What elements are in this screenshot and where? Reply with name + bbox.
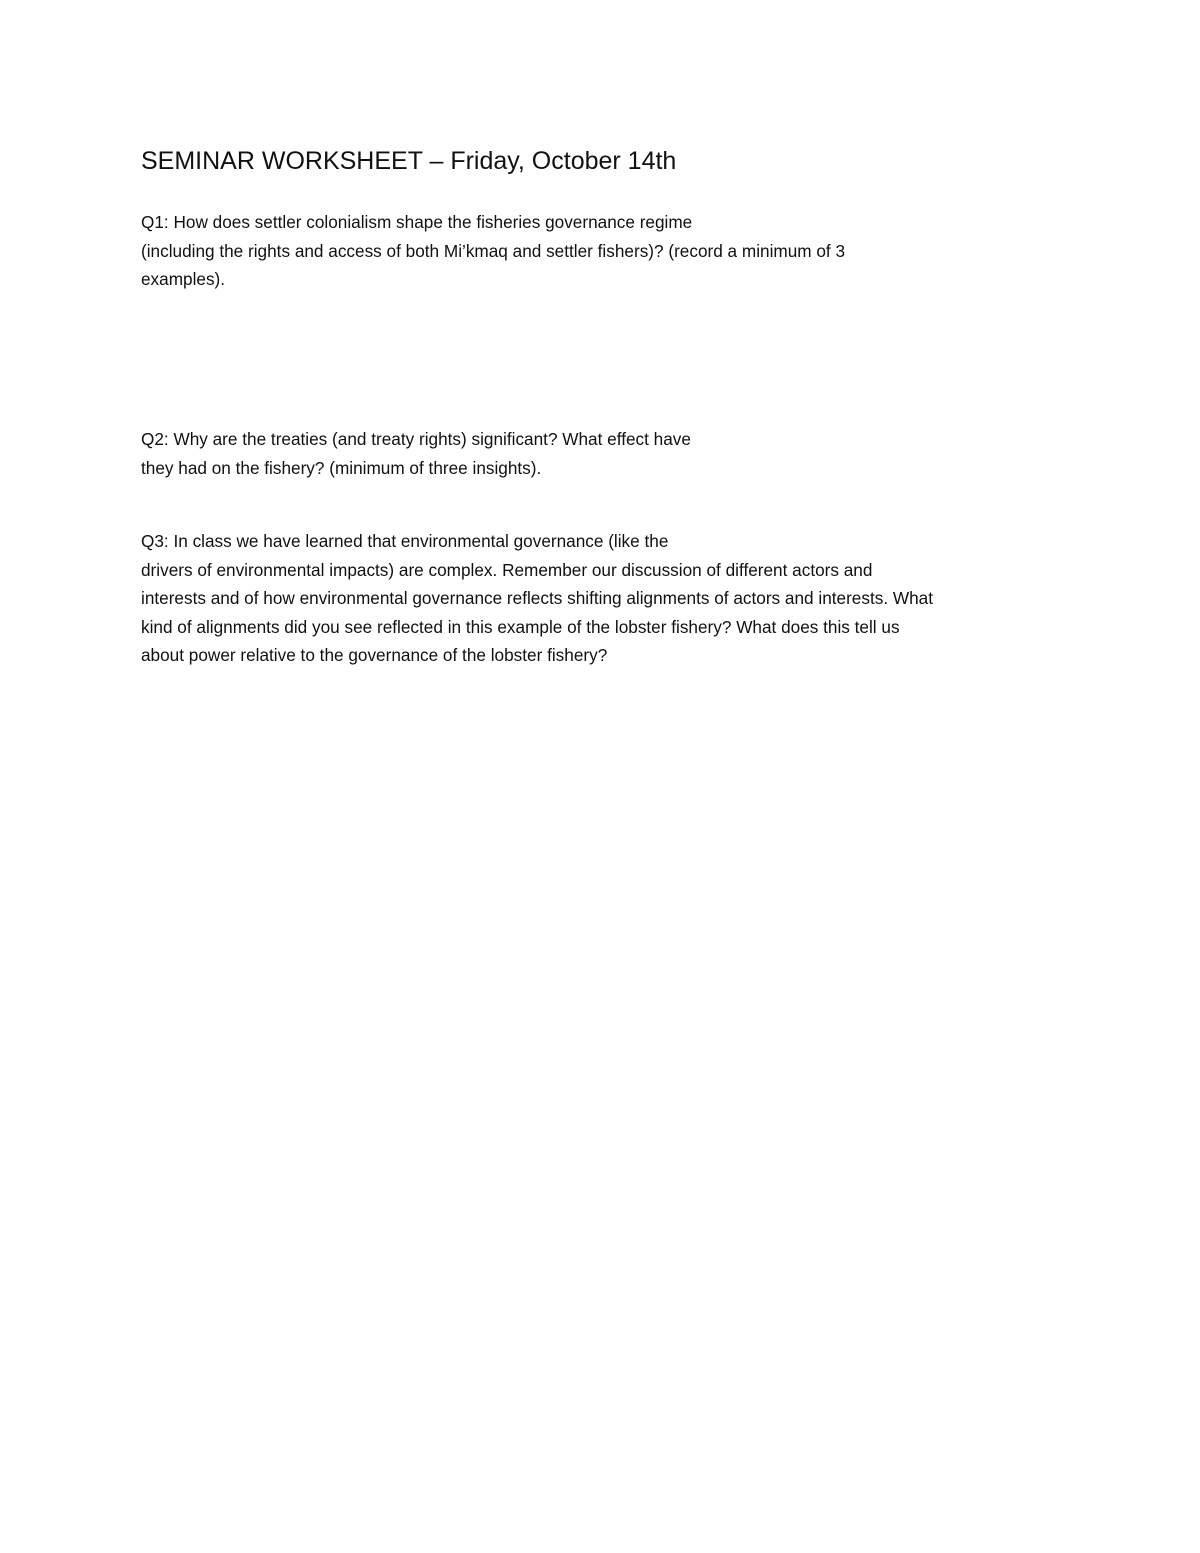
question-1-line-2: (including the rights and access of both Mi’kmaq and settler fishers)? (record a minimum of 3 — [141, 240, 846, 261]
question-2-label: Q2: — [141, 429, 169, 449]
question-1-line-1 — [141, 208, 1071, 237]
question-1 — [141, 208, 1071, 294]
question-2-line-1 — [141, 425, 1071, 454]
question-3-line-2: drivers of environmental impacts) are complex. Remember our discussion of different actors and — [141, 559, 873, 580]
question-3-line-5: about power relative to the governance of the lobster fishery? — [141, 645, 608, 665]
question-1-label: Q1: — [141, 212, 169, 232]
question-2-line-2: they had on the fishery? (minimum of three insights). — [141, 457, 542, 478]
question-2 — [141, 425, 1071, 482]
question-3-line-1 — [141, 527, 1071, 556]
question-3-line-4: kind of alignments did you see reflected in this example of the lobster fishery? What does this tell us — [141, 616, 900, 637]
question-1-line-3: examples). — [141, 269, 226, 289]
question-1-text: How does settler colonialism shape the fisheries governance regime — [168, 212, 693, 232]
question-3-text: In class we have learned that environmental governance (like the — [168, 531, 669, 551]
question-3 — [141, 527, 1071, 670]
question-3-label: Q3: — [141, 531, 169, 551]
question-2-text: Why are the treaties (and treaty rights) significant? What effect have — [168, 429, 691, 449]
question-3-line-3: interests and of how environmental governance reflects shifting alignments of actors and interests. What — [141, 588, 933, 608]
page-title: SEMINAR WORKSHEET – Friday, October 14th — [141, 147, 677, 175]
